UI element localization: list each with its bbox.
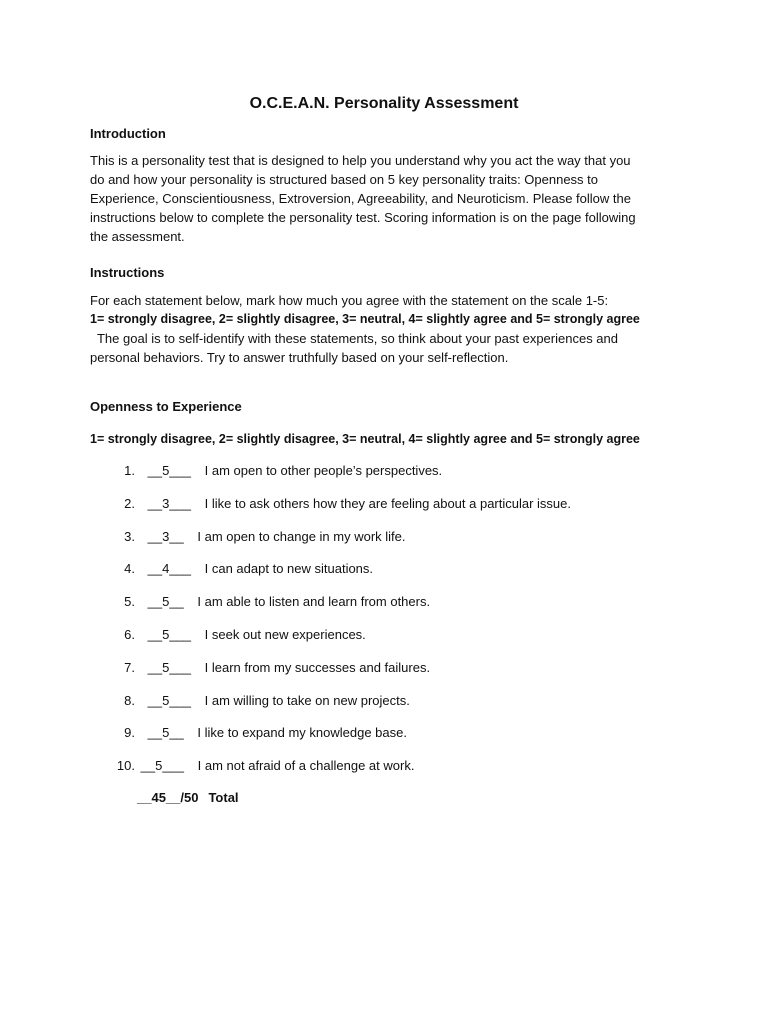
item-number: 3. xyxy=(124,528,135,544)
statement-text: I am willing to take on new projects. xyxy=(204,692,410,708)
statement-text: I am open to other people’s perspectives. xyxy=(204,463,443,478)
statement-text: I like to expand my knowledge base. xyxy=(197,725,407,741)
openness-heading: Openness to Experience xyxy=(90,399,242,414)
answer-blank[interactable]: __5___ xyxy=(147,463,192,478)
list-item xyxy=(90,462,571,495)
instructions-heading: Instructions xyxy=(90,265,165,280)
list-item xyxy=(90,724,571,757)
answer-blank[interactable]: __5___ xyxy=(147,659,192,675)
list-item xyxy=(90,659,571,692)
openness-scale: 1= strongly disagree, 2= slightly disagree, 3= neutral, 4= slightly agree and 5= strongly agree xyxy=(90,432,640,446)
total-score-line xyxy=(137,789,239,807)
total-label: Total xyxy=(208,790,239,805)
item-number: 5. xyxy=(124,594,135,610)
list-item xyxy=(90,593,571,626)
instructions-line: For each statement below, mark how much you agree with the statement on the scale 1-5: xyxy=(90,293,609,308)
instructions-line: personal behaviors. Try to answer truthfully based on your self-reflection. xyxy=(90,350,509,365)
instructions-paragraph xyxy=(90,291,678,367)
statement-list xyxy=(90,462,571,790)
statement-text: I am able to listen and learn from others. xyxy=(197,594,431,610)
statement-text: I learn from my successes and failures. xyxy=(204,659,431,675)
answer-blank[interactable]: __5___ xyxy=(140,758,185,774)
instructions-line: The goal is to self-identify with these statements, so think about your past experiences and xyxy=(90,331,618,346)
intro-line: do and how your personality is structured based on 5 key personality traits: Openness to xyxy=(90,172,599,187)
answer-blank[interactable]: __4___ xyxy=(147,561,192,577)
item-number: 7. xyxy=(124,659,135,675)
answer-blank[interactable]: __5___ xyxy=(147,692,192,708)
introduction-heading: Introduction xyxy=(90,126,166,141)
list-item xyxy=(90,757,571,790)
list-item xyxy=(90,528,571,561)
item-number: 2. xyxy=(124,495,135,511)
statement-text: I am not afraid of a challenge at work. xyxy=(197,758,415,774)
list-item xyxy=(90,560,571,593)
intro-line: instructions below to complete the personality test. Scoring information is on the page following xyxy=(90,210,636,225)
item-number: 9. xyxy=(124,725,135,741)
intro-line: the assessment. xyxy=(90,229,185,244)
statement-text: I like to ask others how they are feeling about a particular issue. xyxy=(204,495,572,511)
item-number: 10. xyxy=(116,758,135,774)
statement-text: I seek out new experiences. xyxy=(204,626,366,642)
item-number: 8. xyxy=(124,692,135,708)
item-number: 6. xyxy=(124,626,135,642)
total-score[interactable]: __45__/50 xyxy=(137,790,199,805)
list-item xyxy=(90,626,571,659)
page-title: O.C.E.A.N. Personality Assessment xyxy=(249,95,519,112)
item-number: 4. xyxy=(124,561,135,577)
answer-blank[interactable]: __3___ xyxy=(147,495,192,511)
introduction-paragraph xyxy=(90,151,678,246)
statement-text: I can adapt to new situations. xyxy=(204,561,374,577)
answer-blank[interactable]: __5__ xyxy=(147,594,184,610)
list-item xyxy=(90,495,571,528)
item-number: 1. xyxy=(124,463,135,478)
statement-text: I am open to change in my work life. xyxy=(197,528,406,544)
list-item xyxy=(90,692,571,725)
intro-line: This is a personality test that is designed to help you understand why you act the way that you xyxy=(90,153,631,168)
answer-blank[interactable]: __5___ xyxy=(147,626,192,642)
intro-line: Experience, Conscientiousness, Extroversion, Agreeability, and Neuroticism. Please follow the xyxy=(90,191,631,206)
answer-blank[interactable]: __5__ xyxy=(147,725,184,741)
answer-blank[interactable]: __3__ xyxy=(147,528,184,544)
instructions-scale-line: 1= strongly disagree, 2= slightly disagree, 3= neutral, 4= slightly agree and 5= strongly agree xyxy=(90,312,640,326)
